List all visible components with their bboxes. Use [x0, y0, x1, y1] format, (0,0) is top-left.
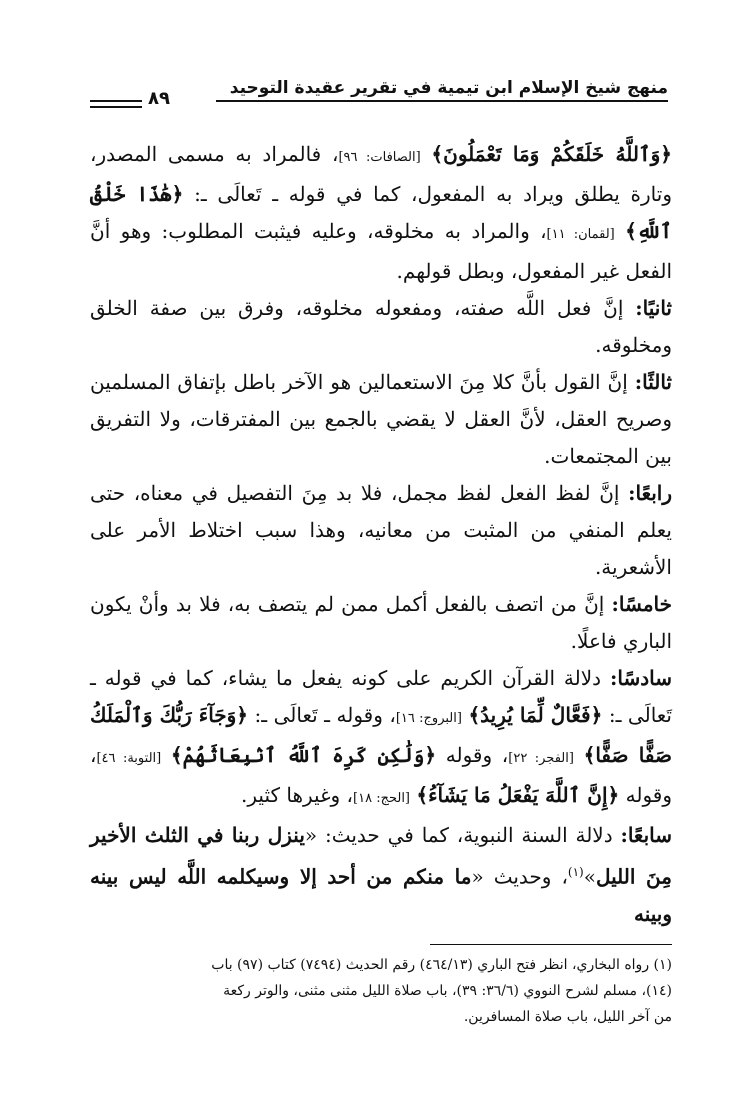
footnote-separator [430, 944, 672, 945]
hadith-text: ينزل ربنا في الثلث الأخير مِنَ الليل [90, 823, 672, 889]
paragraph-3 [90, 364, 672, 475]
header-rule-long [216, 100, 668, 102]
point-label: رابعًا: [628, 481, 672, 505]
verse-reference: [الصافات: ٩٦] [338, 150, 421, 165]
paragraph-text: ، وقوله [436, 743, 509, 767]
paragraph-2 [90, 290, 672, 364]
point-label: سابعًا: [620, 823, 672, 847]
point-label: ثالثًا: [634, 370, 672, 394]
paragraph-text: دلالة القرآن الكريم على كونه يفعل ما يشاء، كما في قوله ـ تَعالَى ـ: [90, 666, 672, 727]
footnote-line: من آخر الليل، باب صلاة المسافرين. [463, 1009, 672, 1025]
quran-verse: ﴿إِنَّ ٱللَّهَ يَفْعَلُ مَا يَشَآءُ﴾ [416, 783, 620, 807]
hadith-text: ما منكم من أحد إلا وسيكلمه اللَّه ليس بينه وبينه [90, 864, 672, 926]
paragraph-6 [90, 660, 672, 817]
footnote-line: (١٤)، مسلم لشرح النووي (٣٦/٦: ٣٩)، باب صلاة الليل مثنى مثنى، والوتر ركعة [223, 983, 672, 999]
footnotes [90, 952, 672, 1030]
quran-verse: ﴿فَعَّالٌ لِّمَا يُرِيدُ﴾ [468, 703, 603, 727]
verse-reference: [التوبة: ٤٦] [96, 751, 162, 766]
quran-verse: ﴿وَٱللَّهُ خَلَقَكُمْ وَمَا تَعْمَلُونَ﴾ [431, 142, 673, 166]
paragraph-text: ، وقوله ـ تَعالَى ـ: [248, 703, 396, 727]
paragraph-text: » [583, 864, 596, 889]
paragraph-4 [90, 475, 672, 586]
quran-verse: ﴿هَٰذَا خَلْقُ ٱللَّهِ﴾ [90, 182, 672, 243]
running-title: منهج شيخ الإسلام ابن تيمية في تقرير عقيدة التوحيد [229, 78, 668, 98]
paragraph-text: ، والمراد به مخلوقه، وعليه فيثبت المطلوب: وهو أنَّ الفعل غير المفعول، وبطل قولهم. [90, 219, 672, 283]
point-label: ثانيًا: [635, 296, 672, 320]
paragraph-text: إنَّ من اتصف بالفعل أكمل ممن لم يتصف به، فلا بد وأنْ يكون الباري فاعلًا. [90, 592, 672, 653]
footnote-marker[interactable]: (١) [567, 865, 584, 879]
quran-verse: ﴿وَلَٰكِن كَرِهَ ٱللَّهُ ٱنۢبِعَاثَهُمْ﴾ [170, 743, 437, 767]
paragraph-5 [90, 586, 672, 660]
footnote-line: (١) رواه البخاري، انظر فتح الباري (٤٦٤/١٣) رقم الحديث (٧٤٩٤) كتاب (٩٧) باب [211, 957, 672, 973]
header-rule-short-top [90, 100, 142, 102]
verse-reference: [الفجر: ٢٢] [508, 751, 574, 766]
paragraph-text: ، وحديث « [471, 864, 568, 889]
page-header [88, 72, 668, 112]
header-rule-short-bottom [90, 106, 142, 108]
paragraph-text: إنَّ القول بأنَّ كلا مِنَ الاستعمالين هو الآخر باطل بإتفاق المسلمين وصريح العقل، لأنَّ العقل لا يقضي بالجمع بين المفترقات، ولا التفريق بين المجتمعات. [90, 370, 673, 468]
point-label: سادسًا: [610, 666, 672, 690]
paragraph-text: دلالة السنة النبوية، كما في حديث: « [304, 823, 621, 847]
paragraph-7 [90, 817, 672, 933]
main-text [90, 136, 672, 933]
verse-reference: [لقمان: ١١] [546, 227, 615, 242]
paragraph-text: إنَّ لفظ الفعل لفظ مجمل، فلا بد مِنَ التفصيل في معناه، حتى يعلم المنفي من المثبت من معانيه، وهذا سبب اختلاط الأمر على الأشعرية. [90, 481, 672, 579]
page-number: ٨٩ [148, 88, 170, 109]
paragraph-text: ، وقوله [90, 743, 672, 807]
paragraph-1 [90, 136, 672, 290]
paragraph-text: ، فالمراد به مسمى المصدر، وتارة يطلق ويراد به المفعول، كما في قوله ـ تَعالَى ـ: [90, 142, 672, 206]
verse-reference: [الحج: ١٨] [353, 791, 411, 806]
point-label: خامسًا: [611, 592, 672, 616]
quran-verse: ﴿وَجَآءَ رَبُّكَ وَٱلْمَلَكُ صَفًّا صَفًّا﴾ [90, 703, 672, 767]
verse-reference: [البروج: ١٦] [395, 711, 462, 726]
paragraph-text: ، وغيرها كثير. [241, 783, 354, 807]
paragraph-text: إنَّ فعل اللَّه صفته، ومفعوله مخلوقه، وفرق بين صفة الخلق ومخلوقه. [90, 296, 672, 357]
